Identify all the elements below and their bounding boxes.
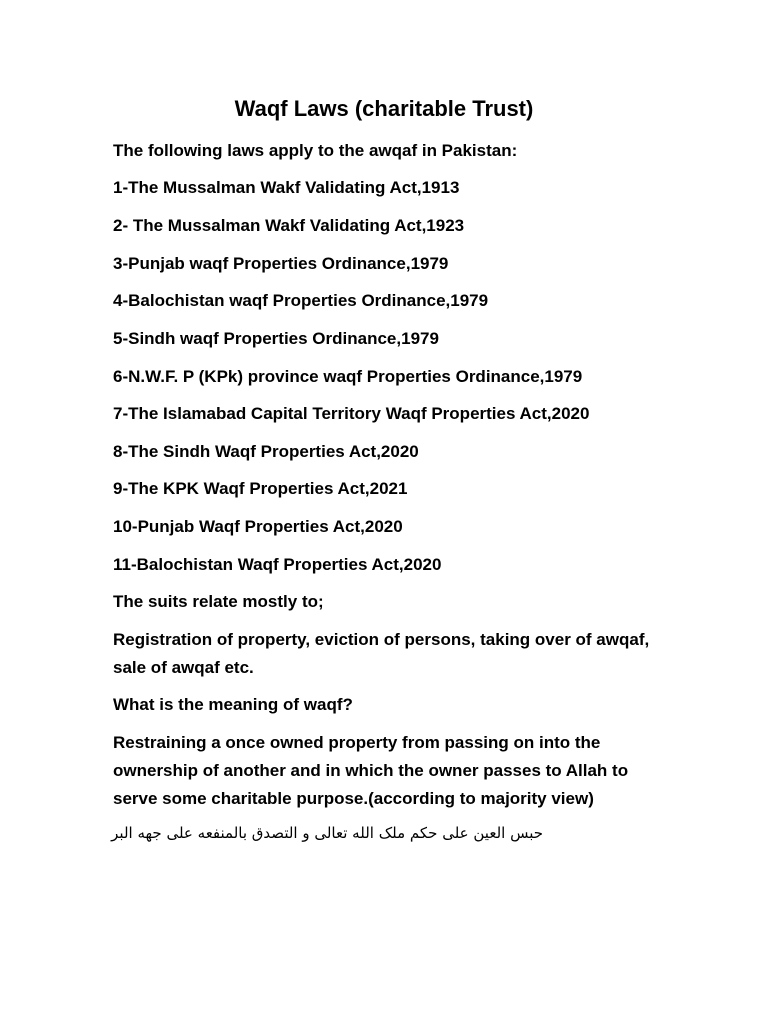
law-item-5: 5-Sindh waqf Properties Ordinance,1979 [113,329,439,348]
law-item-11: 11-Balochistan Waqf Properties Act,2020 [113,555,442,574]
intro-text: The following laws apply to the awqaf in Pakistan: [113,141,518,160]
law-item-1: 1-The Mussalman Wakf Validating Act,1913 [113,178,460,197]
meaning-question: What is the meaning of waqf? [113,695,353,714]
law-item-6: 6-N.W.F. P (KPk) province waqf Properties Ordinance,1979 [113,367,583,386]
meaning-answer: Restraining a once owned property from passing on into the ownership of another and in which the owner passes to Allah to serve some charitable purpose.(according to majority view) [113,733,629,808]
law-item-3: 3-Punjab waqf Properties Ordinance,1979 [113,254,449,273]
law-item-4: 4-Balochistan waqf Properties Ordinance,1979 [113,291,489,310]
law-item-7: 7-The Islamabad Capital Territory Waqf Properties Act,2020 [113,404,590,423]
law-item-10: 10-Punjab Waqf Properties Act,2020 [113,517,403,536]
document-title: Waqf Laws (charitable Trust) [234,96,534,121]
law-item-2: 2- The Mussalman Wakf Validating Act,1923 [113,216,465,235]
suits-heading: The suits relate mostly to; [113,592,324,611]
law-item-9: 9-The KPK Waqf Properties Act,2021 [113,479,408,498]
suits-text: Registration of property, eviction of persons, taking over of awqaf, sale of awqaf etc. [113,630,650,677]
law-item-8: 8-The Sindh Waqf Properties Act,2020 [113,442,419,461]
arabic-definition: حبس العين على حكم ملک الله تعالى و التصدق بالمنفعه على جهه البر [111,824,543,842]
